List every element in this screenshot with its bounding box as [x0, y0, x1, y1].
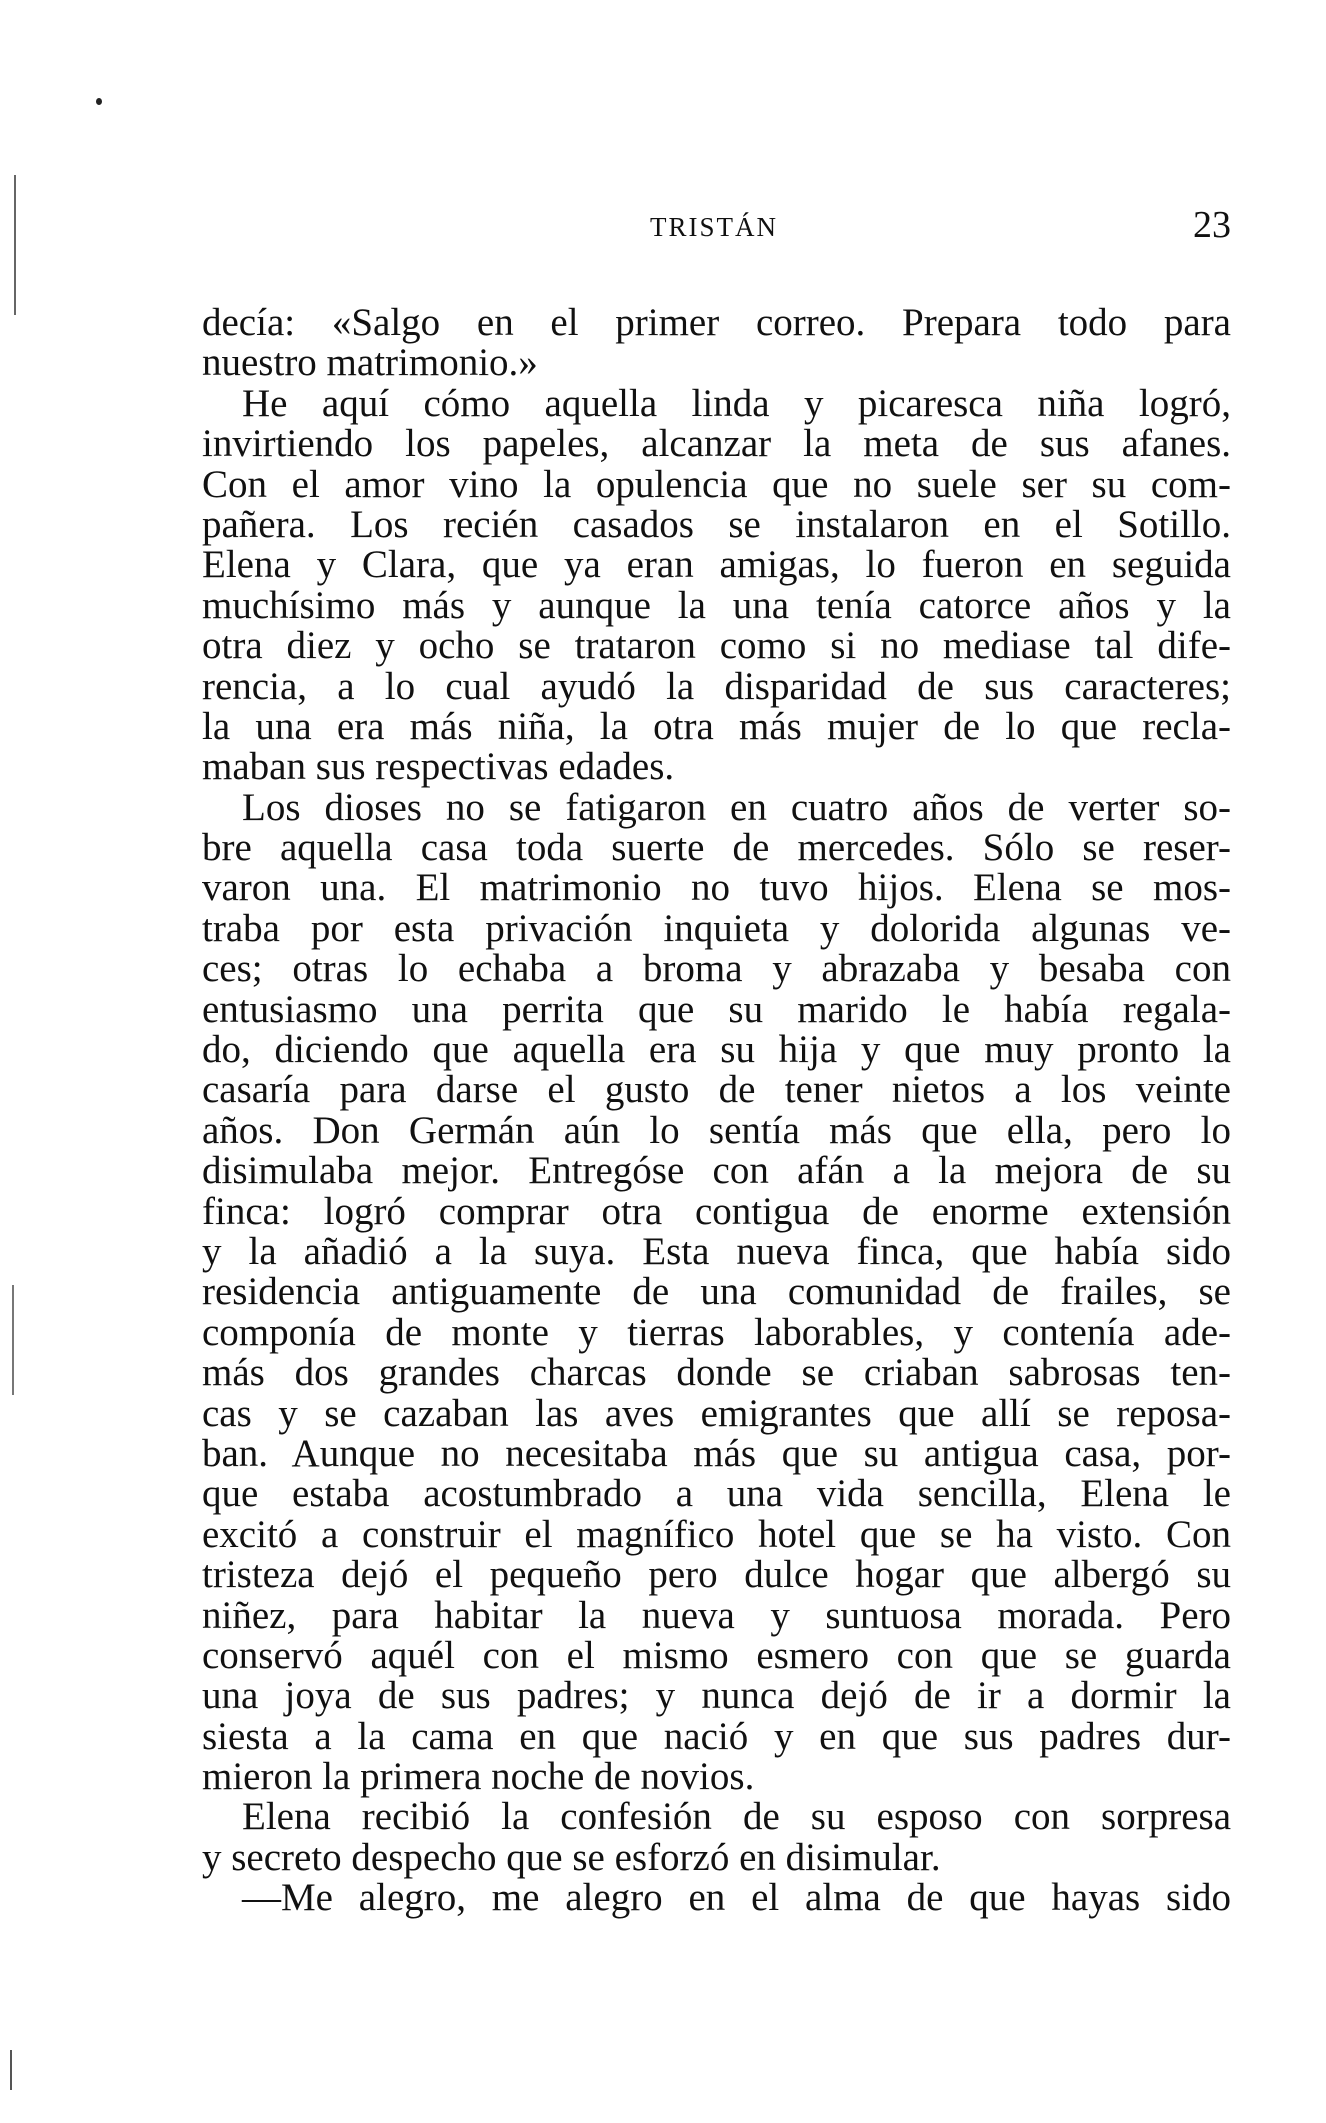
text-line: siesta a la cama en que nació y en que sus padres dur- [202, 1714, 1231, 1758]
body-text [202, 303, 1231, 1919]
text-line: bre aquella casa toda suerte de mercedes. Sólo se reser- [202, 826, 1231, 870]
text-line: cas y se cazaban las aves emigrantes que allí se reposa- [202, 1391, 1231, 1435]
text-line: He aquí cómo aquella linda y picaresca niña logró, [242, 381, 1231, 425]
text-line: invirtiendo los papeles, alcanzar la meta de sus afanes. [202, 422, 1231, 466]
text-line: casaría para darse el gusto de tener nietos a los veinte [202, 1068, 1231, 1112]
scan-gutter-mark [12, 1285, 14, 1395]
text-line: niñez, para habitar la nueva y suntuosa morada. Pero [202, 1593, 1231, 1637]
running-title: TRISTÁN [650, 212, 778, 242]
text-line: varon una. El matrimonio no tuvo hijos. Elena se mos- [202, 866, 1231, 910]
text-line: ban. Aunque no necesitaba más que su antigua casa, por- [202, 1431, 1231, 1475]
text-line: rencia, a lo cual ayudó la disparidad de sus caracteres; [202, 664, 1231, 708]
scan-gutter-mark [14, 175, 16, 315]
text-line: más dos grandes charcas donde se criaban sabrosas ten- [202, 1351, 1231, 1395]
text-line: la una era más niña, la otra más mujer de lo que recla- [202, 704, 1231, 748]
text-line: maban sus respectivas edades. [202, 745, 675, 789]
page-number: 23 [1193, 204, 1231, 246]
text-line: excitó a construir el magnífico hotel que se ha visto. Con [202, 1512, 1231, 1556]
text-line: otra diez y ocho se trataron como si no mediase tal dife- [202, 624, 1231, 668]
text-line: entusiasmo una perrita que su marido le había regala- [202, 987, 1231, 1031]
text-line: una joya de sus padres; y nunca dejó de ir a dormir la [202, 1674, 1231, 1718]
text-line: nuestro matrimonio.» [202, 341, 538, 385]
text-line: Elena y Clara, que ya eran amigas, lo fueron en seguida [202, 543, 1231, 587]
text-line: tristeza dejó el pequeño pero dulce hogar que albergó su [202, 1553, 1231, 1597]
text-line: componía de monte y tierras laborables, y contenía ade- [202, 1310, 1231, 1354]
text-line: finca: logró comprar otra contigua de enorme extensión [202, 1189, 1231, 1233]
scan-gutter-mark [10, 2050, 12, 2090]
text-line: mieron la primera noche de novios. [202, 1755, 755, 1799]
text-line: decía: «Salgo en el primer correo. Prepara todo para [202, 301, 1231, 344]
text-line: y la añadió a la suya. Esta nueva finca, que había sido [202, 1229, 1231, 1273]
text-line: —Me alegro, me alegro en el alma de que hayas sido [242, 1876, 1231, 1920]
text-line: traba por esta privación inquieta y dolorida algunas ve- [202, 906, 1231, 950]
text-line: disimulaba mejor. Entregóse con afán a la mejora de su [202, 1149, 1231, 1193]
text-line: pañera. Los recién casados se instalaron en el Sotillo. [202, 502, 1231, 546]
text-line: que estaba acostumbrado a una vida sencilla, Elena le [202, 1472, 1231, 1516]
text-line: Los dioses no se fatigaron en cuatro años de verter so- [242, 785, 1231, 829]
text-line: ces; otras lo echaba a broma y abrazaba y besaba con [202, 947, 1231, 991]
text-line: años. Don Germán aún lo sentía más que ella, pero lo [202, 1108, 1231, 1152]
text-line: do, diciendo que aquella era su hija y que muy pronto la [202, 1028, 1231, 1072]
text-line: residencia antiguamente de una comunidad de frailes, se [202, 1270, 1231, 1314]
text-line: y secreto despecho que se esforzó en disimular. [202, 1835, 941, 1879]
scan-speck [96, 98, 102, 105]
text-line: Elena recibió la confesión de su esposo con sorpresa [242, 1795, 1231, 1839]
text-line: muchísimo más y aunque la una tenía catorce años y la [202, 583, 1231, 627]
text-line: Con el amor vino la opulencia que no suele ser su com- [202, 462, 1231, 506]
text-line: conservó aquél con el mismo esmero con que se guarda [202, 1633, 1231, 1677]
